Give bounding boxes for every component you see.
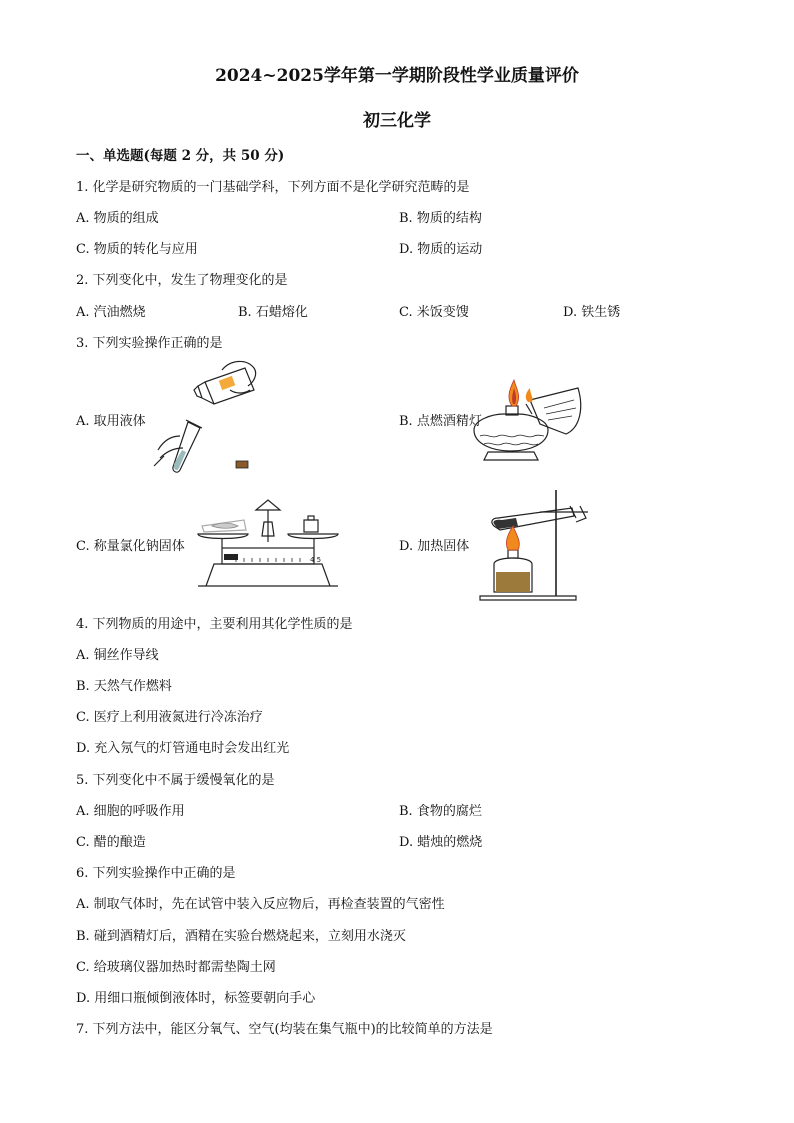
question-2-option-a: A. 汽油燃烧 — [76, 305, 146, 320]
question-3-option-a: A. 取用液体 — [76, 414, 146, 429]
question-2-option-d: D. 铁生锈 — [563, 305, 621, 320]
question-6-option-c: C. 给玻璃仪器加热时都需垫陶土网 — [76, 960, 276, 975]
question-4-option-c: C. 医疗上利用液氮进行冷冻治疗 — [76, 710, 263, 725]
page-title: 2024~2025学年第一学期阶段性学业质量评价 — [215, 66, 579, 86]
question-1-option-a: A. 物质的组成 — [76, 211, 159, 226]
question-4-option-d: D. 充入氖气的灯管通电时会发出红光 — [76, 741, 290, 756]
question-2-stem: 2. 下列变化中，发生了物理变化的是 — [76, 273, 288, 288]
question-5-option-b: B. 食物的腐烂 — [399, 804, 482, 819]
question-6-option-b: B. 碰到酒精灯后，酒精在实验台燃烧起来，立刻用水浇灭 — [76, 929, 406, 944]
question-4-stem: 4. 下列物质的用途中，主要利用其化学性质的是 — [76, 617, 353, 632]
question-2-option-b: B. 石蜡熔化 — [238, 305, 308, 320]
question-6-stem: 6. 下列实验操作中正确的是 — [76, 866, 236, 881]
question-1-option-b: B. 物质的结构 — [399, 211, 482, 226]
svg-text:4 5: 4 5 — [310, 556, 322, 564]
question-2-option-c: C. 米饭变馊 — [399, 305, 469, 320]
question-5-option-d: D. 蜡烛的燃烧 — [399, 835, 483, 850]
question-3-option-b: B. 点燃酒精灯 — [399, 414, 482, 429]
question-1-option-d: D. 物质的运动 — [399, 242, 483, 257]
section-heading: 一、单选题(每题 2 分，共 50 分) — [76, 148, 285, 164]
question-3-option-d: D. 加热固体 — [399, 539, 470, 554]
balance-scale-figure — [192, 496, 344, 590]
question-5-stem: 5. 下列变化中不属于缓慢氧化的是 — [76, 773, 275, 788]
question-3-stem: 3. 下列实验操作正确的是 — [76, 336, 223, 351]
page-subtitle: 初三化学 — [363, 111, 431, 131]
question-1-option-c: C. 物质的转化与应用 — [76, 242, 198, 257]
question-5-option-c: C. 醋的酿造 — [76, 835, 146, 850]
question-6-option-d: D. 用细口瓶倾倒液体时，标签要朝向手心 — [76, 991, 316, 1006]
question-4-option-b: B. 天然气作燃料 — [76, 679, 172, 694]
lighting-alcohol-lamp-figure — [470, 378, 585, 466]
question-3-option-c: C. 称量氯化钠固体 — [76, 539, 185, 554]
question-7-stem: 7. 下列方法中，能区分氧气、空气(均装在集气瓶中)的比较简单的方法是 — [76, 1022, 493, 1037]
question-4-option-a: A. 铜丝作导线 — [76, 648, 159, 663]
question-1-stem: 1. 化学是研究物质的一门基础学科，下列方面不是化学研究范畴的是 — [76, 180, 470, 195]
question-5-option-a: A. 细胞的呼吸作用 — [76, 804, 185, 819]
heating-solid-figure — [476, 488, 594, 604]
question-6-option-a: A. 制取气体时，先在试管中装入反应物后，再检查装置的气密性 — [76, 897, 445, 912]
pouring-liquid-figure — [150, 360, 265, 478]
